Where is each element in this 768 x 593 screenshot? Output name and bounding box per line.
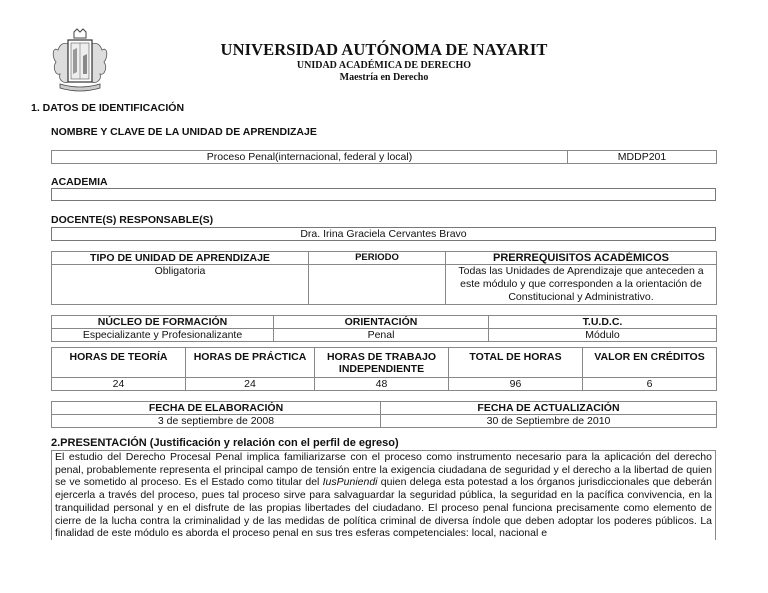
fecha-elaboracion-header: FECHA DE ELABORACIÓN xyxy=(52,402,381,415)
tipo-value: Obligatoria xyxy=(52,265,309,305)
university-name: UNIVERSIDAD AUTÓNOMA DE NAYARIT xyxy=(220,40,548,59)
ius-puniendi-term: IusPuniendi xyxy=(322,476,378,489)
creditos-value: 6 xyxy=(583,378,717,391)
academic-unit: UNIDAD ACADÉMICA DE DERECHO xyxy=(296,60,472,71)
horas-independiente-header: HORAS DE TRABAJO INDEPENDIENTE xyxy=(315,348,449,378)
program-name: Maestría en Derecho xyxy=(339,72,429,83)
fechas-table xyxy=(51,401,717,428)
presentacion-text xyxy=(51,450,716,540)
section-1-heading: 1. DATOS DE IDENTIFICACIÓN xyxy=(31,102,185,114)
total-horas-value: 96 xyxy=(449,378,583,391)
academia-label: ACADEMIA xyxy=(51,176,108,188)
tudc-value: Módulo xyxy=(489,329,717,342)
nucleo-table xyxy=(51,315,717,342)
nombre-clave-table xyxy=(51,150,717,164)
nucleo-value: Especializante y Profesionalizante xyxy=(52,329,274,342)
orientacion-header: ORIENTACIÓN xyxy=(274,316,489,329)
horas-independiente-value: 48 xyxy=(315,378,449,391)
nucleo-header: NÚCLEO DE FORMACIÓN xyxy=(52,316,274,329)
horas-practica-value: 24 xyxy=(186,378,315,391)
academia-value xyxy=(51,188,716,201)
horas-teoria-header: HORAS DE TEORÍA xyxy=(52,348,186,378)
periodo-value xyxy=(309,265,446,305)
total-horas-header: TOTAL DE HORAS xyxy=(449,348,583,378)
presentacion-text-part-1: El estudio del Derecho Procesal Penal implica familiarizarse con el proceso como instrumento necesario para la aplicación del derecho penal, probablemente representa el principal campo de tensión entre la exigencia ciudadana de seguridad y el derecho a la libertad de quien se ve sometido al proceso. Es el Estado como titular del xyxy=(55,451,712,489)
unidad-nombre: Proceso Penal(internacional, federal y local) xyxy=(52,151,568,164)
nombre-clave-label: NOMBRE Y CLAVE DE LA UNIDAD DE APRENDIZAJE xyxy=(51,126,317,138)
docente-value: Dra. Irina Graciela Cervantes Bravo xyxy=(51,227,716,241)
fecha-actualizacion-value: 30 de Septiembre de 2010 xyxy=(381,415,717,428)
horas-table xyxy=(51,347,717,391)
tipo-header: TIPO DE UNIDAD DE APRENDIZAJE xyxy=(52,252,309,265)
university-logo xyxy=(50,28,110,96)
tipo-unidad-table xyxy=(51,251,717,305)
docente-label: DOCENTE(S) RESPONSABLE(S) xyxy=(51,214,214,226)
horas-teoria-value: 24 xyxy=(52,378,186,391)
horas-practica-header: HORAS DE PRÁCTICA xyxy=(186,348,315,378)
fecha-elaboracion-value: 3 de septiembre de 2008 xyxy=(52,415,381,428)
fecha-actualizacion-header: FECHA DE ACTUALIZACIÓN xyxy=(381,402,717,415)
prerrequisitos-value: Todas las Unidades de Aprendizaje que anteceden a este módulo y que corresponden a la orientación de Constitucional y Administrativo. xyxy=(446,265,717,305)
tudc-header: T.U.D.C. xyxy=(489,316,717,329)
presentacion-text-part-2: quien delega esta potestad a los órganos jurisdiccionales que deberán ejercerla a través del proceso, pues tal proceso sirve para salvaguardar la seguridad pública, la seguridad en la pacífica convivencia, en la tranquilidad personal y en el disfrute de las propias libertades del ciudadano. El proceso penal funciona precisamente como elemento de cierre de la lucha contra la criminalidad y de las medidas de política criminal de diversa índole que deben adoptar los poderes públicos. La finalidad de este módulo es aborda el proceso penal en sus tres esferas competenciales: local, nacional e xyxy=(55,476,712,540)
creditos-header: VALOR EN CRÉDITOS xyxy=(583,348,717,378)
section-2-heading: 2.PRESENTACIÓN (Justificación y relación con el perfil de egreso) xyxy=(51,437,399,449)
periodo-header: PERIODO xyxy=(309,252,446,265)
unidad-clave: MDDP201 xyxy=(568,151,717,164)
coat-of-arms-icon xyxy=(50,28,110,96)
prerrequisitos-header: PRERREQUISITOS ACADÉMICOS xyxy=(446,252,717,265)
orientacion-value: Penal xyxy=(274,329,489,342)
